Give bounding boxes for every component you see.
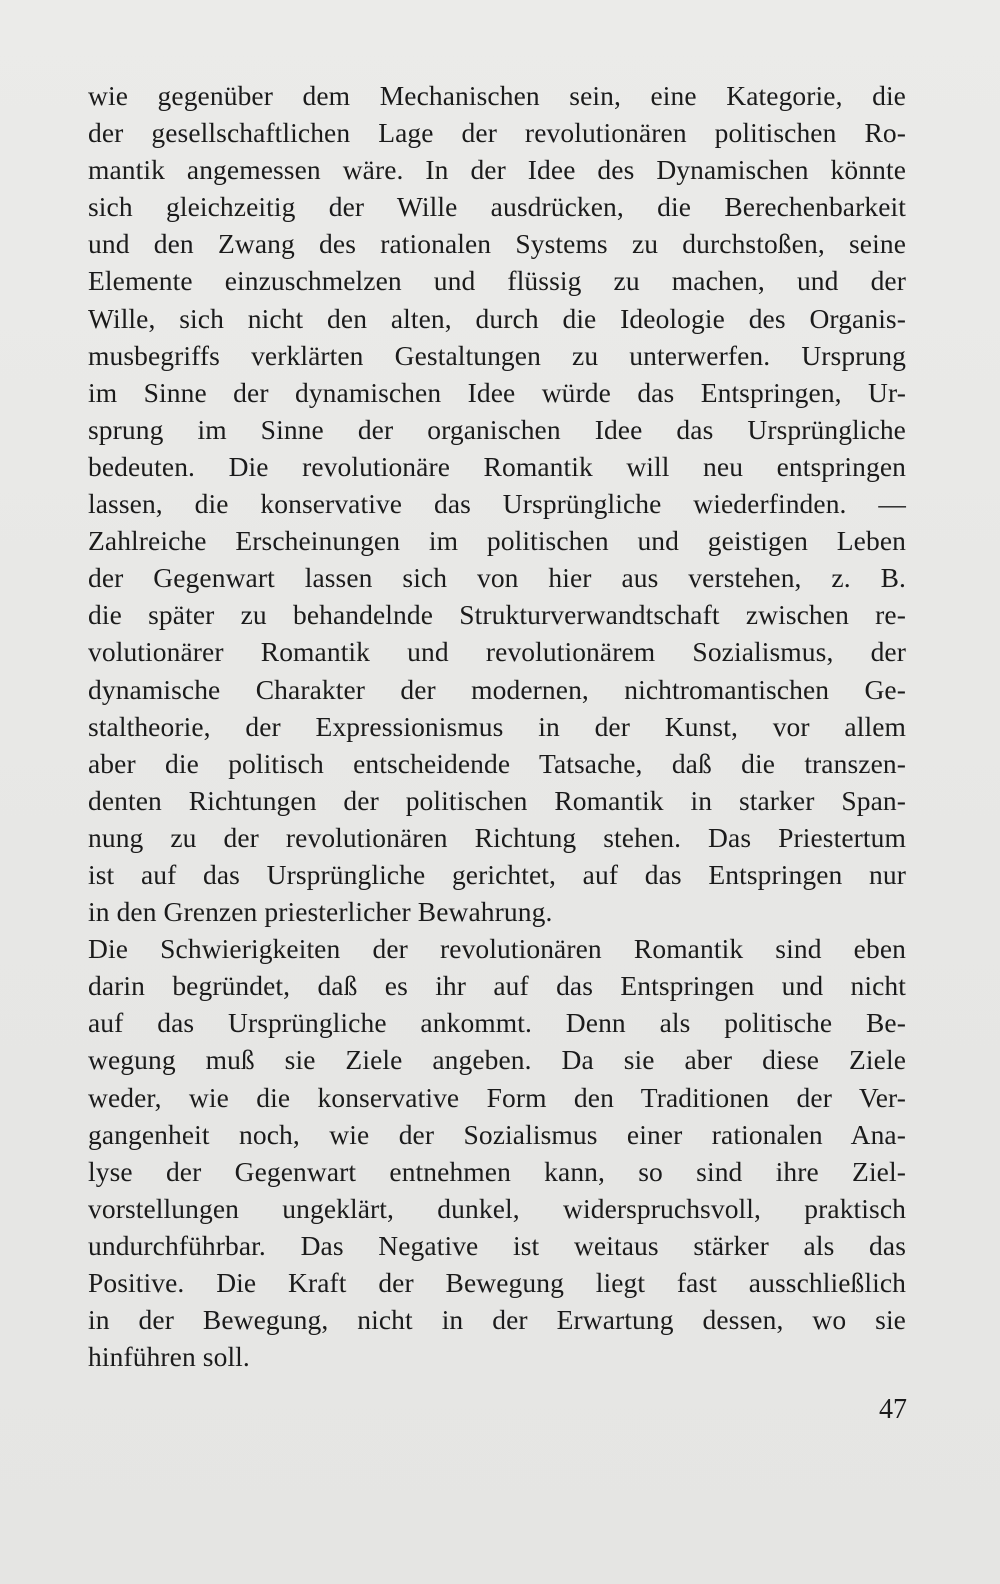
text-line: denten Richtungen der politischen Romantik in starker Span-	[88, 784, 906, 816]
text-line: die später zu behandelnde Strukturverwandtschaft zwischen re-	[88, 599, 906, 631]
text-line: gangenheit noch, wie der Sozialismus einer rationalen Ana-	[88, 1118, 906, 1150]
text-line: sich gleichzeitig der Wille ausdrücken, die Berechenbarkeit	[88, 191, 906, 223]
text-line: volutionärer Romantik und revolutionärem Sozialismus, der	[88, 636, 906, 668]
text-line: nung zu der revolutionären Richtung stehen. Das Priestertum	[88, 821, 906, 853]
text-line: vorstellungen ungeklärt, dunkel, widerspruchsvoll, praktisch	[88, 1192, 906, 1224]
text-line: auf das Ursprüngliche ankommt. Denn als politische Be-	[88, 1007, 906, 1039]
paragraph-end-line: in den Grenzen priesterlicher Bewahrung.	[88, 896, 553, 928]
text-line: der Gegenwart lassen sich von hier aus verstehen, z. B.	[88, 562, 906, 594]
text-line: wegung muß sie Ziele angeben. Da sie aber diese Ziele	[88, 1044, 906, 1076]
text-line: aber die politisch entscheidende Tatsache, daß die transzen-	[88, 747, 906, 779]
text-line: ist auf das Ursprüngliche gerichtet, auf das Entspringen nur	[88, 858, 906, 890]
text-line: im Sinne der dynamischen Idee würde das Entspringen, Ur-	[88, 376, 906, 408]
text-line: und den Zwang des rationalen Systems zu durchstoßen, seine	[88, 228, 906, 260]
text-line: weder, wie die konservative Form den Traditionen der Ver-	[88, 1081, 906, 1113]
text-line: darin begründet, daß es ihr auf das Entspringen und nicht	[88, 970, 906, 1002]
text-line: lassen, die konservative das Ursprüngliche wiederfinden. —	[88, 488, 906, 520]
text-line: mantik angemessen wäre. In der Idee des Dynamischen könnte	[88, 154, 906, 186]
text-line: staltheorie, der Expressionismus in der Kunst, vor allem	[88, 710, 906, 742]
text-line: Elemente einzuschmelzen und flüssig zu machen, und der	[88, 265, 906, 297]
text-line: bedeuten. Die revolutionäre Romantik will neu entspringen	[88, 450, 906, 482]
page-number: 47	[879, 1394, 907, 1425]
paragraph-end-line: hinführen soll.	[88, 1341, 250, 1373]
text-line: Positive. Die Kraft der Bewegung liegt fast ausschließlich	[88, 1267, 906, 1298]
text-line: dynamische Charakter der modernen, nichtromantischen Ge-	[88, 673, 906, 705]
body-text	[88, 77, 906, 1375]
text-line: undurchführbar. Das Negative ist weitaus stärker als das	[88, 1229, 906, 1261]
text-line: Wille, sich nicht den alten, durch die Ideologie des Organis-	[88, 302, 906, 334]
text-line: wie gegenüber dem Mechanischen sein, eine Kategorie, die	[88, 80, 906, 111]
text-line: musbegriffs verklärten Gestaltungen zu unterwerfen. Ursprung	[88, 339, 906, 371]
text-line: Die Schwierigkeiten der revolutionären Romantik sind eben	[88, 933, 906, 965]
text-line: Zahlreiche Erscheinungen im politischen und geistigen Leben	[88, 525, 906, 557]
text-line: der gesellschaftlichen Lage der revolutionären politischen Ro-	[88, 117, 906, 149]
text-line: sprung im Sinne der organischen Idee das Ursprüngliche	[88, 413, 906, 445]
text-line: lyse der Gegenwart entnehmen kann, so sind ihre Ziel-	[88, 1155, 906, 1187]
text-line: in der Bewegung, nicht in der Erwartung dessen, wo sie	[88, 1304, 906, 1336]
